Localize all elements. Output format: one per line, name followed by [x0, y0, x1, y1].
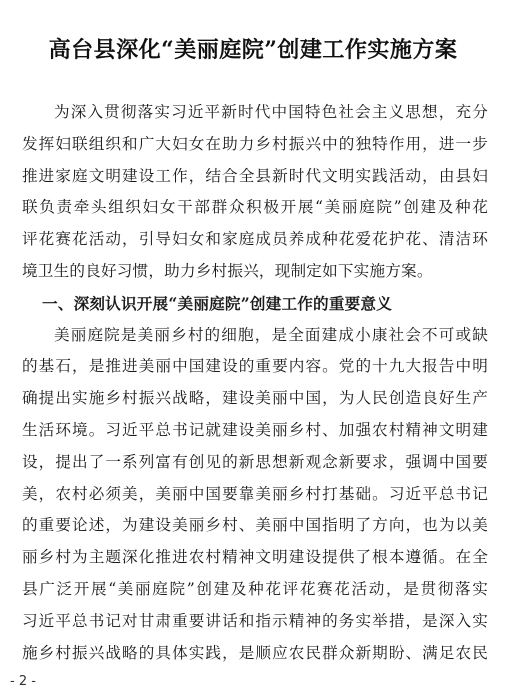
paragraph-line: 习近平总书记对甘肃重要讲话和指示精神的务实举措，是深入实: [22, 611, 488, 630]
paragraph-line: 县广泛开展“美丽庭院”创建及种花评花赛花活动，是贯彻落实: [22, 579, 488, 598]
paragraph-line: 设，提出了一系列富有创见的新思想新观念新要求，强调中国要: [22, 452, 488, 471]
paragraph-line: 确提出实施乡村振兴战略，建设美丽中国，为人民创造良好生产: [22, 389, 488, 408]
paragraph-line: 评花赛花活动，引导妇女和家庭成员养成种花爱花护花、清洁环: [22, 230, 488, 249]
paragraph-line: 生活环境。习近平总书记就建设美丽乡村、加强农村精神文明建: [22, 420, 488, 439]
paragraph-line: 的重要论述，为建设美丽乡村、美丽中国指明了方向，也为以美: [22, 516, 488, 535]
section-heading: 一、深刻认识开展“美丽庭院”创建工作的重要意义: [42, 293, 393, 313]
paragraph-line: 丽乡村为主题深化推进农村精神文明建设提供了根本遵循。在全: [22, 548, 488, 567]
paragraph-line: 境卫生的良好习惯，助力乡村振兴，现制定如下实施方案。: [22, 261, 433, 280]
paragraph-line: 为深入贯彻落实习近平新时代中国特色社会主义思想，充分: [54, 103, 488, 121]
paragraph-line: 美，农村必须美，美丽中国要靠美丽乡村打基础。习近平总书记: [22, 484, 488, 503]
paragraph-line: 施乡村振兴战略的具体实践，是顺应农民群众新期盼、满足农民: [22, 643, 488, 662]
paragraph-line: 美丽庭院是美丽乡村的细胞，是全面建成小康社会不可或缺: [54, 325, 488, 344]
page-number: - 2 -: [10, 674, 36, 689]
paragraph-line: 联负责牵头组织妇女干部群众积极开展“美丽庭院”创建及种花: [22, 198, 488, 217]
paragraph-line: 发挥妇联组织和广大妇女在助力乡村振兴中的独特作用，进一步: [22, 134, 488, 153]
paragraph-line: 的基石，是推进美丽中国建设的重要内容。党的十九大报告中明: [22, 357, 488, 376]
paragraph-line: 推进家庭文明建设工作，结合全县新时代文明实践活动，由县妇: [22, 166, 488, 185]
document-body: [22, 97, 488, 669]
document-title: 高台县深化“美丽庭院”创建工作实施方案: [48, 37, 458, 63]
